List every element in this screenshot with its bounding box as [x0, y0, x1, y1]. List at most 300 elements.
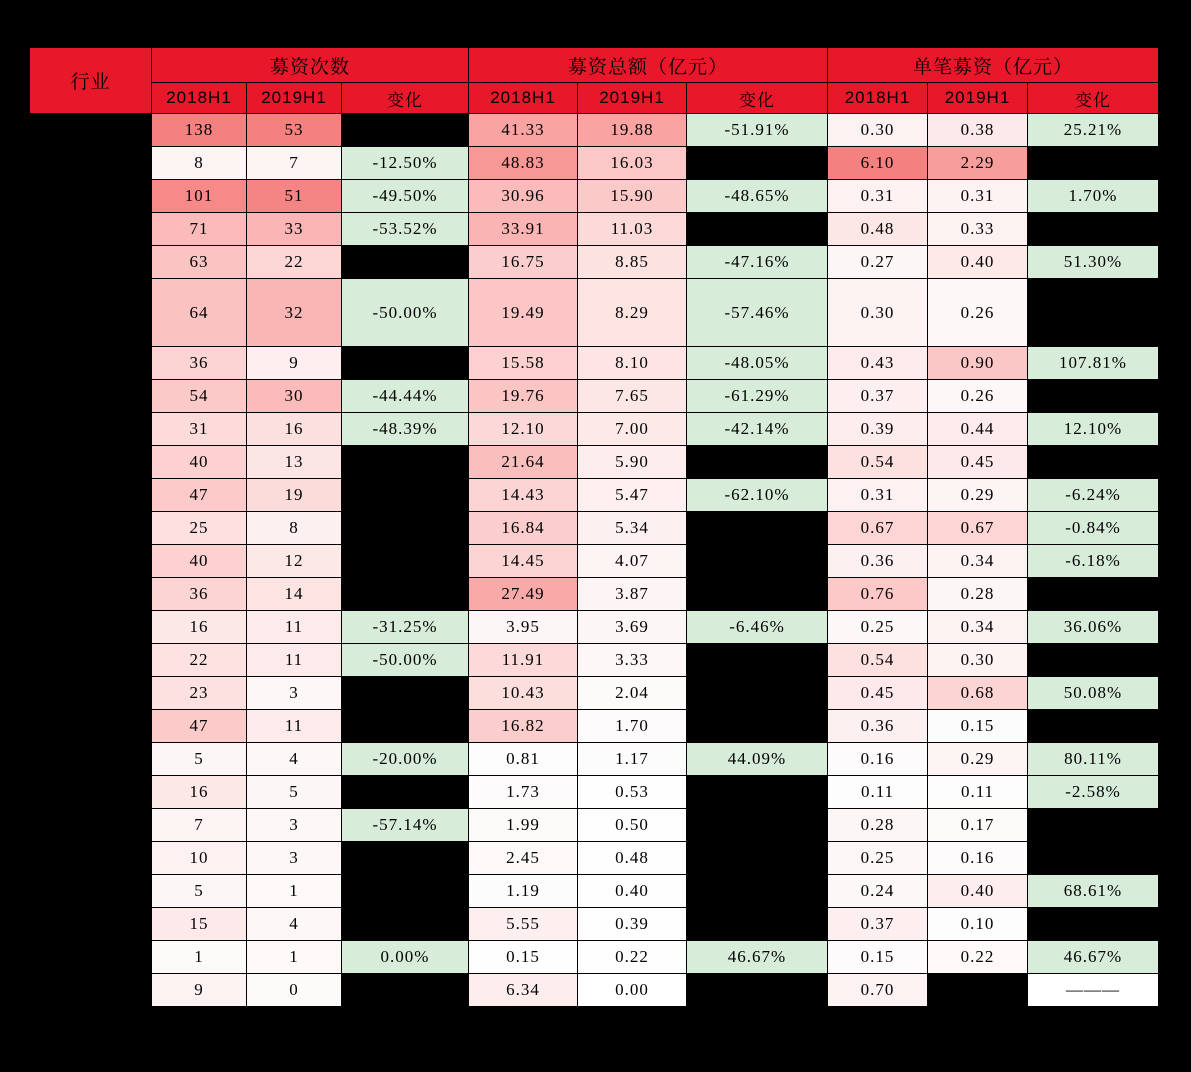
cell-r22-c2: [342, 875, 469, 908]
row-industry-name: [30, 842, 152, 875]
cell-r18-c1: 4: [247, 743, 342, 776]
cell-r0-c8: 25.21%: [1028, 114, 1159, 147]
cell-r4-c8: 51.30%: [1028, 246, 1159, 279]
cell-r18-c8: 80.11%: [1028, 743, 1159, 776]
header-sub-4: 2019H1: [578, 83, 687, 114]
cell-r23-c4: 0.39: [578, 908, 687, 941]
cell-r22-c5: [687, 875, 828, 908]
cell-r24-c1: 1: [247, 941, 342, 974]
fundraising-table: [29, 47, 1159, 1007]
cell-r16-c6: 0.45: [828, 677, 928, 710]
cell-r24-c0: 1: [152, 941, 247, 974]
cell-r19-c4: 0.53: [578, 776, 687, 809]
cell-r2-c6: 0.31: [828, 180, 928, 213]
cell-r6-c3: 15.58: [469, 347, 578, 380]
cell-r10-c8: -6.24%: [1028, 479, 1159, 512]
cell-r6-c1: 9: [247, 347, 342, 380]
cell-r6-c7: 0.90: [928, 347, 1028, 380]
cell-r2-c4: 15.90: [578, 180, 687, 213]
table-row: [30, 545, 1159, 578]
cell-r12-c8: -6.18%: [1028, 545, 1159, 578]
cell-r15-c1: 11: [247, 644, 342, 677]
table-row: [30, 974, 1159, 1007]
cell-r3-c7: 0.33: [928, 213, 1028, 246]
cell-r12-c4: 4.07: [578, 545, 687, 578]
cell-r7-c3: 19.76: [469, 380, 578, 413]
cell-r17-c3: 16.82: [469, 710, 578, 743]
cell-r2-c0: 101: [152, 180, 247, 213]
header-group-count: 募资次数: [152, 48, 469, 83]
cell-r0-c4: 19.88: [578, 114, 687, 147]
table-row: [30, 644, 1159, 677]
cell-r25-c8: ———: [1028, 974, 1159, 1007]
cell-r0-c6: 0.30: [828, 114, 928, 147]
cell-r21-c8: [1028, 842, 1159, 875]
row-industry-name: [30, 479, 152, 512]
cell-r7-c0: 54: [152, 380, 247, 413]
table-row: [30, 908, 1159, 941]
cell-r9-c7: 0.45: [928, 446, 1028, 479]
row-industry-name: [30, 147, 152, 180]
row-industry-name: [30, 213, 152, 246]
cell-r16-c1: 3: [247, 677, 342, 710]
cell-r11-c6: 0.67: [828, 512, 928, 545]
cell-r17-c8: [1028, 710, 1159, 743]
cell-r25-c3: 6.34: [469, 974, 578, 1007]
cell-r24-c6: 0.15: [828, 941, 928, 974]
table-row: [30, 842, 1159, 875]
cell-r5-c5: -57.46%: [687, 279, 828, 347]
header-group-total: 募资总额（亿元）: [469, 48, 828, 83]
cell-r20-c5: [687, 809, 828, 842]
cell-r2-c5: -48.65%: [687, 180, 828, 213]
cell-r9-c1: 13: [247, 446, 342, 479]
header-sub-7: 2019H1: [928, 83, 1028, 114]
cell-r2-c8: 1.70%: [1028, 180, 1159, 213]
cell-r18-c5: 44.09%: [687, 743, 828, 776]
header-sub-0: 2018H1: [152, 83, 247, 114]
cell-r3-c6: 0.48: [828, 213, 928, 246]
table-row: [30, 512, 1159, 545]
cell-r3-c3: 33.91: [469, 213, 578, 246]
row-industry-name: [30, 908, 152, 941]
table-row: [30, 611, 1159, 644]
cell-r18-c4: 1.17: [578, 743, 687, 776]
cell-r23-c5: [687, 908, 828, 941]
cell-r22-c3: 1.19: [469, 875, 578, 908]
row-industry-name: [30, 644, 152, 677]
cell-r10-c5: -62.10%: [687, 479, 828, 512]
cell-r22-c6: 0.24: [828, 875, 928, 908]
cell-r11-c3: 16.84: [469, 512, 578, 545]
cell-r1-c3: 48.83: [469, 147, 578, 180]
cell-r12-c3: 14.45: [469, 545, 578, 578]
row-industry-name: [30, 413, 152, 446]
cell-r6-c8: 107.81%: [1028, 347, 1159, 380]
cell-r16-c8: 50.08%: [1028, 677, 1159, 710]
table-row: [30, 246, 1159, 279]
table-row: [30, 743, 1159, 776]
cell-r1-c2: -12.50%: [342, 147, 469, 180]
cell-r16-c5: [687, 677, 828, 710]
cell-r24-c4: 0.22: [578, 941, 687, 974]
cell-r3-c0: 71: [152, 213, 247, 246]
cell-r22-c7: 0.40: [928, 875, 1028, 908]
table-row: [30, 347, 1159, 380]
cell-r8-c5: -42.14%: [687, 413, 828, 446]
cell-r0-c2: [342, 114, 469, 147]
cell-r14-c2: -31.25%: [342, 611, 469, 644]
cell-r9-c2: [342, 446, 469, 479]
cell-r17-c6: 0.36: [828, 710, 928, 743]
cell-r21-c5: [687, 842, 828, 875]
cell-r19-c1: 5: [247, 776, 342, 809]
cell-r11-c2: [342, 512, 469, 545]
cell-r4-c1: 22: [247, 246, 342, 279]
cell-r21-c3: 2.45: [469, 842, 578, 875]
table-row: [30, 578, 1159, 611]
cell-r18-c3: 0.81: [469, 743, 578, 776]
cell-r7-c6: 0.37: [828, 380, 928, 413]
cell-r15-c5: [687, 644, 828, 677]
cell-r10-c3: 14.43: [469, 479, 578, 512]
cell-r5-c7: 0.26: [928, 279, 1028, 347]
cell-r12-c0: 40: [152, 545, 247, 578]
cell-r16-c7: 0.68: [928, 677, 1028, 710]
cell-r7-c2: -44.44%: [342, 380, 469, 413]
cell-r20-c0: 7: [152, 809, 247, 842]
cell-r19-c7: 0.11: [928, 776, 1028, 809]
cell-r13-c8: [1028, 578, 1159, 611]
row-industry-name: [30, 974, 152, 1007]
cell-r7-c7: 0.26: [928, 380, 1028, 413]
cell-r21-c1: 3: [247, 842, 342, 875]
table-row: [30, 809, 1159, 842]
cell-r17-c2: [342, 710, 469, 743]
cell-r4-c2: [342, 246, 469, 279]
table-row: [30, 279, 1159, 347]
cell-r14-c0: 16: [152, 611, 247, 644]
cell-r0-c1: 53: [247, 114, 342, 147]
table-row: [30, 413, 1159, 446]
cell-r25-c2: [342, 974, 469, 1007]
cell-r10-c6: 0.31: [828, 479, 928, 512]
row-industry-name: [30, 677, 152, 710]
cell-r12-c7: 0.34: [928, 545, 1028, 578]
cell-r5-c6: 0.30: [828, 279, 928, 347]
row-industry-name: [30, 578, 152, 611]
header-sub-1: 2019H1: [247, 83, 342, 114]
cell-r7-c5: -61.29%: [687, 380, 828, 413]
cell-r3-c4: 11.03: [578, 213, 687, 246]
table-header: [30, 48, 1159, 114]
row-industry-name: [30, 941, 152, 974]
row-industry-name: [30, 446, 152, 479]
cell-r13-c7: 0.28: [928, 578, 1028, 611]
table-row: [30, 180, 1159, 213]
cell-r8-c1: 16: [247, 413, 342, 446]
cell-r11-c4: 5.34: [578, 512, 687, 545]
cell-r8-c4: 7.00: [578, 413, 687, 446]
row-industry-name: [30, 347, 152, 380]
cell-r25-c5: [687, 974, 828, 1007]
cell-r9-c8: [1028, 446, 1159, 479]
cell-r24-c5: 46.67%: [687, 941, 828, 974]
header-sub-5: 变化: [687, 83, 828, 114]
cell-r25-c6: 0.70: [828, 974, 928, 1007]
table-row: [30, 875, 1159, 908]
table-row: [30, 479, 1159, 512]
table-row: [30, 446, 1159, 479]
cell-r5-c1: 32: [247, 279, 342, 347]
cell-r1-c7: 2.29: [928, 147, 1028, 180]
table-row: [30, 213, 1159, 246]
cell-r21-c4: 0.48: [578, 842, 687, 875]
cell-r2-c1: 51: [247, 180, 342, 213]
cell-r20-c2: -57.14%: [342, 809, 469, 842]
cell-r19-c6: 0.11: [828, 776, 928, 809]
cell-r12-c6: 0.36: [828, 545, 928, 578]
row-industry-name: [30, 279, 152, 347]
cell-r8-c8: 12.10%: [1028, 413, 1159, 446]
cell-r23-c6: 0.37: [828, 908, 928, 941]
cell-r22-c8: 68.61%: [1028, 875, 1159, 908]
cell-r25-c0: 9: [152, 974, 247, 1007]
cell-r1-c4: 16.03: [578, 147, 687, 180]
cell-r6-c6: 0.43: [828, 347, 928, 380]
cell-r2-c2: -49.50%: [342, 180, 469, 213]
cell-r8-c7: 0.44: [928, 413, 1028, 446]
cell-r16-c3: 10.43: [469, 677, 578, 710]
cell-r7-c4: 7.65: [578, 380, 687, 413]
cell-r14-c1: 11: [247, 611, 342, 644]
table-row: [30, 114, 1159, 147]
cell-r1-c1: 7: [247, 147, 342, 180]
cell-r24-c3: 0.15: [469, 941, 578, 974]
cell-r12-c2: [342, 545, 469, 578]
cell-r19-c2: [342, 776, 469, 809]
cell-r15-c7: 0.30: [928, 644, 1028, 677]
cell-r0-c0: 138: [152, 114, 247, 147]
row-industry-name: [30, 710, 152, 743]
table-row: [30, 380, 1159, 413]
cell-r21-c7: 0.16: [928, 842, 1028, 875]
cell-r17-c0: 47: [152, 710, 247, 743]
row-industry-name: [30, 545, 152, 578]
cell-r21-c6: 0.25: [828, 842, 928, 875]
cell-r19-c0: 16: [152, 776, 247, 809]
cell-r15-c3: 11.91: [469, 644, 578, 677]
cell-r0-c5: -51.91%: [687, 114, 828, 147]
cell-r1-c0: 8: [152, 147, 247, 180]
cell-r23-c2: [342, 908, 469, 941]
cell-r25-c4: 0.00: [578, 974, 687, 1007]
cell-r10-c4: 5.47: [578, 479, 687, 512]
cell-r2-c7: 0.31: [928, 180, 1028, 213]
cell-r0-c3: 41.33: [469, 114, 578, 147]
cell-r11-c8: -0.84%: [1028, 512, 1159, 545]
cell-r14-c5: -6.46%: [687, 611, 828, 644]
cell-r18-c0: 5: [152, 743, 247, 776]
cell-r10-c0: 47: [152, 479, 247, 512]
cell-r8-c2: -48.39%: [342, 413, 469, 446]
cell-r25-c7: [928, 974, 1028, 1007]
row-industry-name: [30, 611, 152, 644]
cell-r15-c8: [1028, 644, 1159, 677]
cell-r15-c2: -50.00%: [342, 644, 469, 677]
cell-r4-c7: 0.40: [928, 246, 1028, 279]
cell-r1-c6: 6.10: [828, 147, 928, 180]
cell-r10-c7: 0.29: [928, 479, 1028, 512]
cell-r13-c4: 3.87: [578, 578, 687, 611]
cell-r23-c1: 4: [247, 908, 342, 941]
cell-r8-c0: 31: [152, 413, 247, 446]
cell-r6-c5: -48.05%: [687, 347, 828, 380]
cell-r24-c2: 0.00%: [342, 941, 469, 974]
row-industry-name: [30, 875, 152, 908]
cell-r19-c5: [687, 776, 828, 809]
cell-r2-c3: 30.96: [469, 180, 578, 213]
cell-r6-c0: 36: [152, 347, 247, 380]
cell-r22-c4: 0.40: [578, 875, 687, 908]
row-industry-name: [30, 512, 152, 545]
cell-r14-c3: 3.95: [469, 611, 578, 644]
cell-r16-c2: [342, 677, 469, 710]
cell-r6-c2: [342, 347, 469, 380]
row-industry-name: [30, 380, 152, 413]
row-industry-name: [30, 743, 152, 776]
cell-r23-c7: 0.10: [928, 908, 1028, 941]
cell-r5-c2: -50.00%: [342, 279, 469, 347]
cell-r22-c1: 1: [247, 875, 342, 908]
cell-r20-c4: 0.50: [578, 809, 687, 842]
cell-r13-c0: 36: [152, 578, 247, 611]
cell-r15-c4: 3.33: [578, 644, 687, 677]
cell-r14-c4: 3.69: [578, 611, 687, 644]
cell-r17-c4: 1.70: [578, 710, 687, 743]
cell-r18-c7: 0.29: [928, 743, 1028, 776]
cell-r19-c8: -2.58%: [1028, 776, 1159, 809]
header-sub-6: 2018H1: [828, 83, 928, 114]
table-body: [30, 114, 1159, 1007]
cell-r9-c0: 40: [152, 446, 247, 479]
cell-r11-c1: 8: [247, 512, 342, 545]
cell-r19-c3: 1.73: [469, 776, 578, 809]
cell-r13-c3: 27.49: [469, 578, 578, 611]
cell-r6-c4: 8.10: [578, 347, 687, 380]
cell-r20-c6: 0.28: [828, 809, 928, 842]
cell-r17-c5: [687, 710, 828, 743]
cell-r24-c7: 0.22: [928, 941, 1028, 974]
cell-r13-c6: 0.76: [828, 578, 928, 611]
row-industry-name: [30, 809, 152, 842]
cell-r10-c1: 19: [247, 479, 342, 512]
cell-r9-c3: 21.64: [469, 446, 578, 479]
cell-r17-c7: 0.15: [928, 710, 1028, 743]
cell-r14-c7: 0.34: [928, 611, 1028, 644]
cell-r24-c8: 46.67%: [1028, 941, 1159, 974]
cell-r4-c4: 8.85: [578, 246, 687, 279]
cell-r3-c8: [1028, 213, 1159, 246]
cell-r16-c4: 2.04: [578, 677, 687, 710]
row-industry-name: [30, 246, 152, 279]
cell-r3-c2: -53.52%: [342, 213, 469, 246]
cell-r16-c0: 23: [152, 677, 247, 710]
cell-r15-c0: 22: [152, 644, 247, 677]
cell-r7-c1: 30: [247, 380, 342, 413]
table-row: [30, 677, 1159, 710]
cell-r5-c4: 8.29: [578, 279, 687, 347]
cell-r11-c5: [687, 512, 828, 545]
cell-r9-c4: 5.90: [578, 446, 687, 479]
row-industry-name: [30, 776, 152, 809]
table-row: [30, 941, 1159, 974]
row-industry-name: [30, 114, 152, 147]
cell-r9-c5: [687, 446, 828, 479]
cell-r8-c3: 12.10: [469, 413, 578, 446]
cell-r4-c6: 0.27: [828, 246, 928, 279]
cell-r4-c3: 16.75: [469, 246, 578, 279]
cell-r14-c6: 0.25: [828, 611, 928, 644]
table-row: [30, 776, 1159, 809]
cell-r17-c1: 11: [247, 710, 342, 743]
cell-r15-c6: 0.54: [828, 644, 928, 677]
cell-r9-c6: 0.54: [828, 446, 928, 479]
cell-r13-c1: 14: [247, 578, 342, 611]
table-row: [30, 710, 1159, 743]
cell-r10-c2: [342, 479, 469, 512]
header-sub-8: 变化: [1028, 83, 1159, 114]
cell-r21-c2: [342, 842, 469, 875]
header-group-single: 单笔募资（亿元）: [828, 48, 1159, 83]
cell-r25-c1: 0: [247, 974, 342, 1007]
cell-r1-c8: [1028, 147, 1159, 180]
cell-r0-c7: 0.38: [928, 114, 1028, 147]
header-sub-2: 变化: [342, 83, 469, 114]
cell-r22-c0: 5: [152, 875, 247, 908]
cell-r4-c0: 63: [152, 246, 247, 279]
cell-r7-c8: [1028, 380, 1159, 413]
cell-r23-c3: 5.55: [469, 908, 578, 941]
cell-r18-c2: -20.00%: [342, 743, 469, 776]
cell-r20-c1: 3: [247, 809, 342, 842]
cell-r13-c2: [342, 578, 469, 611]
cell-r5-c0: 64: [152, 279, 247, 347]
cell-r23-c0: 15: [152, 908, 247, 941]
cell-r1-c5: [687, 147, 828, 180]
cell-r14-c8: 36.06%: [1028, 611, 1159, 644]
cell-r5-c8: [1028, 279, 1159, 347]
cell-r5-c3: 19.49: [469, 279, 578, 347]
cell-r18-c6: 0.16: [828, 743, 928, 776]
cell-r3-c5: [687, 213, 828, 246]
cell-r20-c7: 0.17: [928, 809, 1028, 842]
cell-r4-c5: -47.16%: [687, 246, 828, 279]
cell-r3-c1: 33: [247, 213, 342, 246]
cell-r11-c0: 25: [152, 512, 247, 545]
cell-r20-c3: 1.99: [469, 809, 578, 842]
cell-r20-c8: [1028, 809, 1159, 842]
header-industry: 行业: [30, 48, 152, 114]
header-sub-3: 2018H1: [469, 83, 578, 114]
cell-r12-c1: 12: [247, 545, 342, 578]
cell-r11-c7: 0.67: [928, 512, 1028, 545]
table-row: [30, 147, 1159, 180]
cell-r13-c5: [687, 578, 828, 611]
cell-r23-c8: [1028, 908, 1159, 941]
cell-r12-c5: [687, 545, 828, 578]
cell-r8-c6: 0.39: [828, 413, 928, 446]
